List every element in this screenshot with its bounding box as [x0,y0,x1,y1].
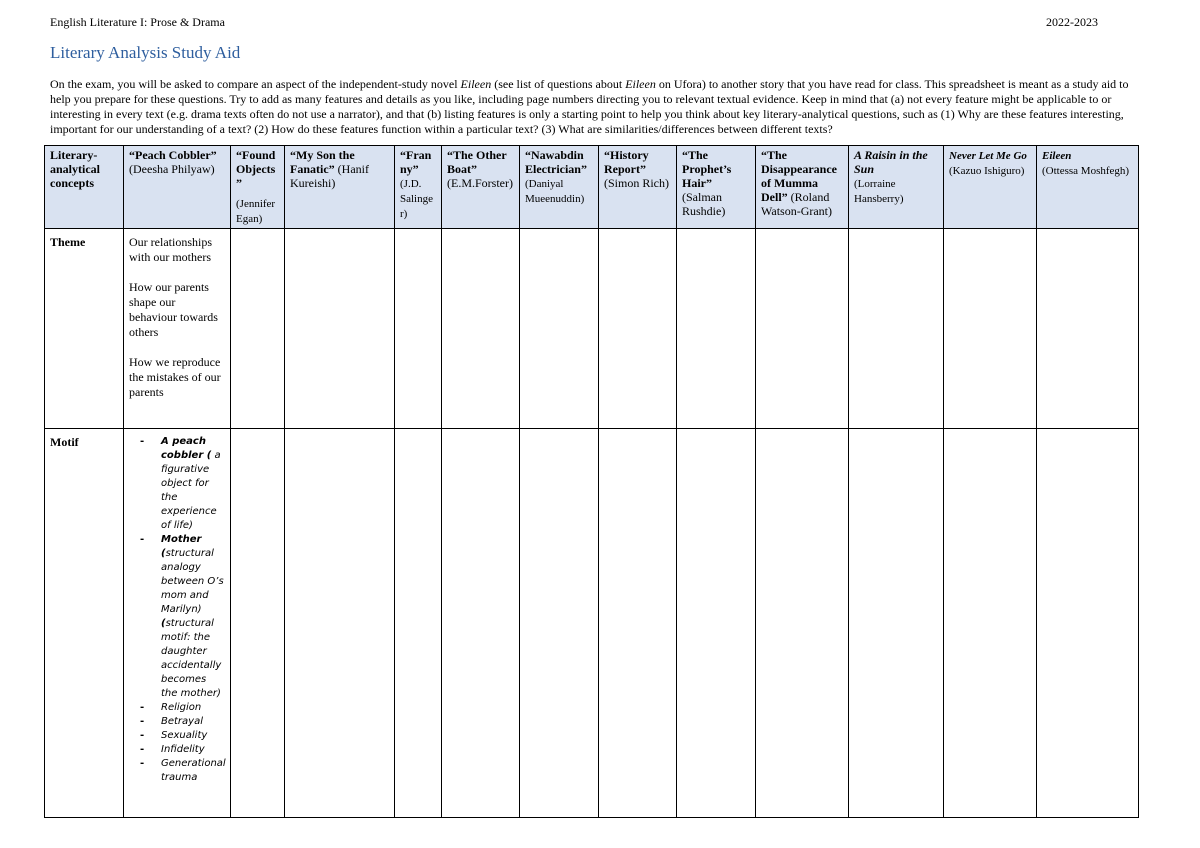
column-header: “Found Objects ” (Jennifer Egan) [231,146,285,229]
list-item: - Infidelity [134,743,225,757]
column-header: Never Let Me Go (Kazuo Ishiguro) [944,146,1037,229]
year-header: 2022-2023 [1046,15,1098,29]
empty-cell[interactable] [756,229,849,429]
empty-cell[interactable] [849,429,944,818]
empty-cell[interactable] [285,429,395,818]
list-item: - Sexuality [134,729,225,743]
row-label-cell: Motif [45,429,124,818]
corner-cell: Literary-analytical concepts [45,146,124,229]
theme-note: How our parents shape our behaviour towards others [129,280,218,339]
empty-cell[interactable] [1037,229,1139,429]
empty-cell[interactable] [677,229,756,429]
column-header: “Peach Cobbler” (Deesha Philyaw) [124,146,231,229]
list-item: - Betrayal [134,715,225,729]
empty-cell[interactable] [520,229,599,429]
list-item: - Generational trauma [134,757,225,785]
empty-cell[interactable] [231,229,285,429]
intro-paragraph: On the exam, you will be asked to compare an aspect of the independent-study novel Eileen (see list of questions about Eileen on Ufora) to another story that you have read for class. This spreadsheet is meant as a study aid to help you prepare for these questions. Try to add as many features and details as you like, including page numbers directing you to relevant textual evidence. Keep in mind that (a) not every feature might be applicable to or interesting in every text (e.g. drama texts often do not use a narrator), and that (b) listing features is only a starting point to help you think about key literary-analytical questions, such as (1) Why are these features interesting, important for our understanding of a text? (2) How do these features function within a particular text? (3) What are similarities/differences between different texts? [50,77,1129,136]
empty-cell[interactable] [442,229,520,429]
list-item: - Mother (structural analogy between O’s mom and Marilyn) (structural motif: the daughter accidentally becomes the mother) [134,533,225,701]
column-header: Eileen (Ottessa Moshfegh) [1037,146,1139,229]
row-label-cell: Theme [45,229,124,429]
motif-row [45,429,1139,818]
motif-list [129,435,225,785]
list-item: - Religion [134,701,225,715]
empty-cell[interactable] [231,429,285,818]
page-title: Literary Analysis Study Aid [50,43,241,62]
empty-cell[interactable] [599,429,677,818]
column-header: “Nawabdin Electrician” (Daniyal Mueenuddin) [520,146,599,229]
course-header: English Literature I: Prose & Drama [50,15,225,29]
motif-notes-cell [124,429,231,818]
header-row [45,146,1139,229]
column-header: “The Other Boat” (E.M.Forster) [442,146,520,229]
list-item: - A peach cobbler ( a figurative object for the experience of life) [134,435,225,533]
empty-cell[interactable] [285,229,395,429]
column-header: “History Report” (Simon Rich) [599,146,677,229]
theme-note: How we reproduce the mistakes of our parents [129,355,221,399]
theme-row [45,229,1139,429]
empty-cell[interactable] [677,429,756,818]
empty-cell[interactable] [395,429,442,818]
empty-cell[interactable] [442,429,520,818]
column-header: “Fran ny” (J.D. Salinge r) [395,146,442,229]
column-header: “The Disappearance of Mumma Dell” (Roland Watson-Grant) [756,146,849,229]
theme-note: Our relationships with our mothers [129,235,212,264]
empty-cell[interactable] [395,229,442,429]
column-header: “The Prophet’s Hair” (Salman Rushdie) [677,146,756,229]
empty-cell[interactable] [849,229,944,429]
study-aid-table [44,145,1139,818]
column-header: A Raisin in the Sun (Lorraine Hansberry) [849,146,944,229]
column-header: “My Son the Fanatic” (Hanif Kureishi) [285,146,395,229]
empty-cell[interactable] [944,229,1037,429]
empty-cell[interactable] [756,429,849,818]
empty-cell[interactable] [599,229,677,429]
empty-cell[interactable] [1037,429,1139,818]
empty-cell[interactable] [520,429,599,818]
empty-cell[interactable] [944,429,1037,818]
theme-notes-cell [124,229,231,429]
